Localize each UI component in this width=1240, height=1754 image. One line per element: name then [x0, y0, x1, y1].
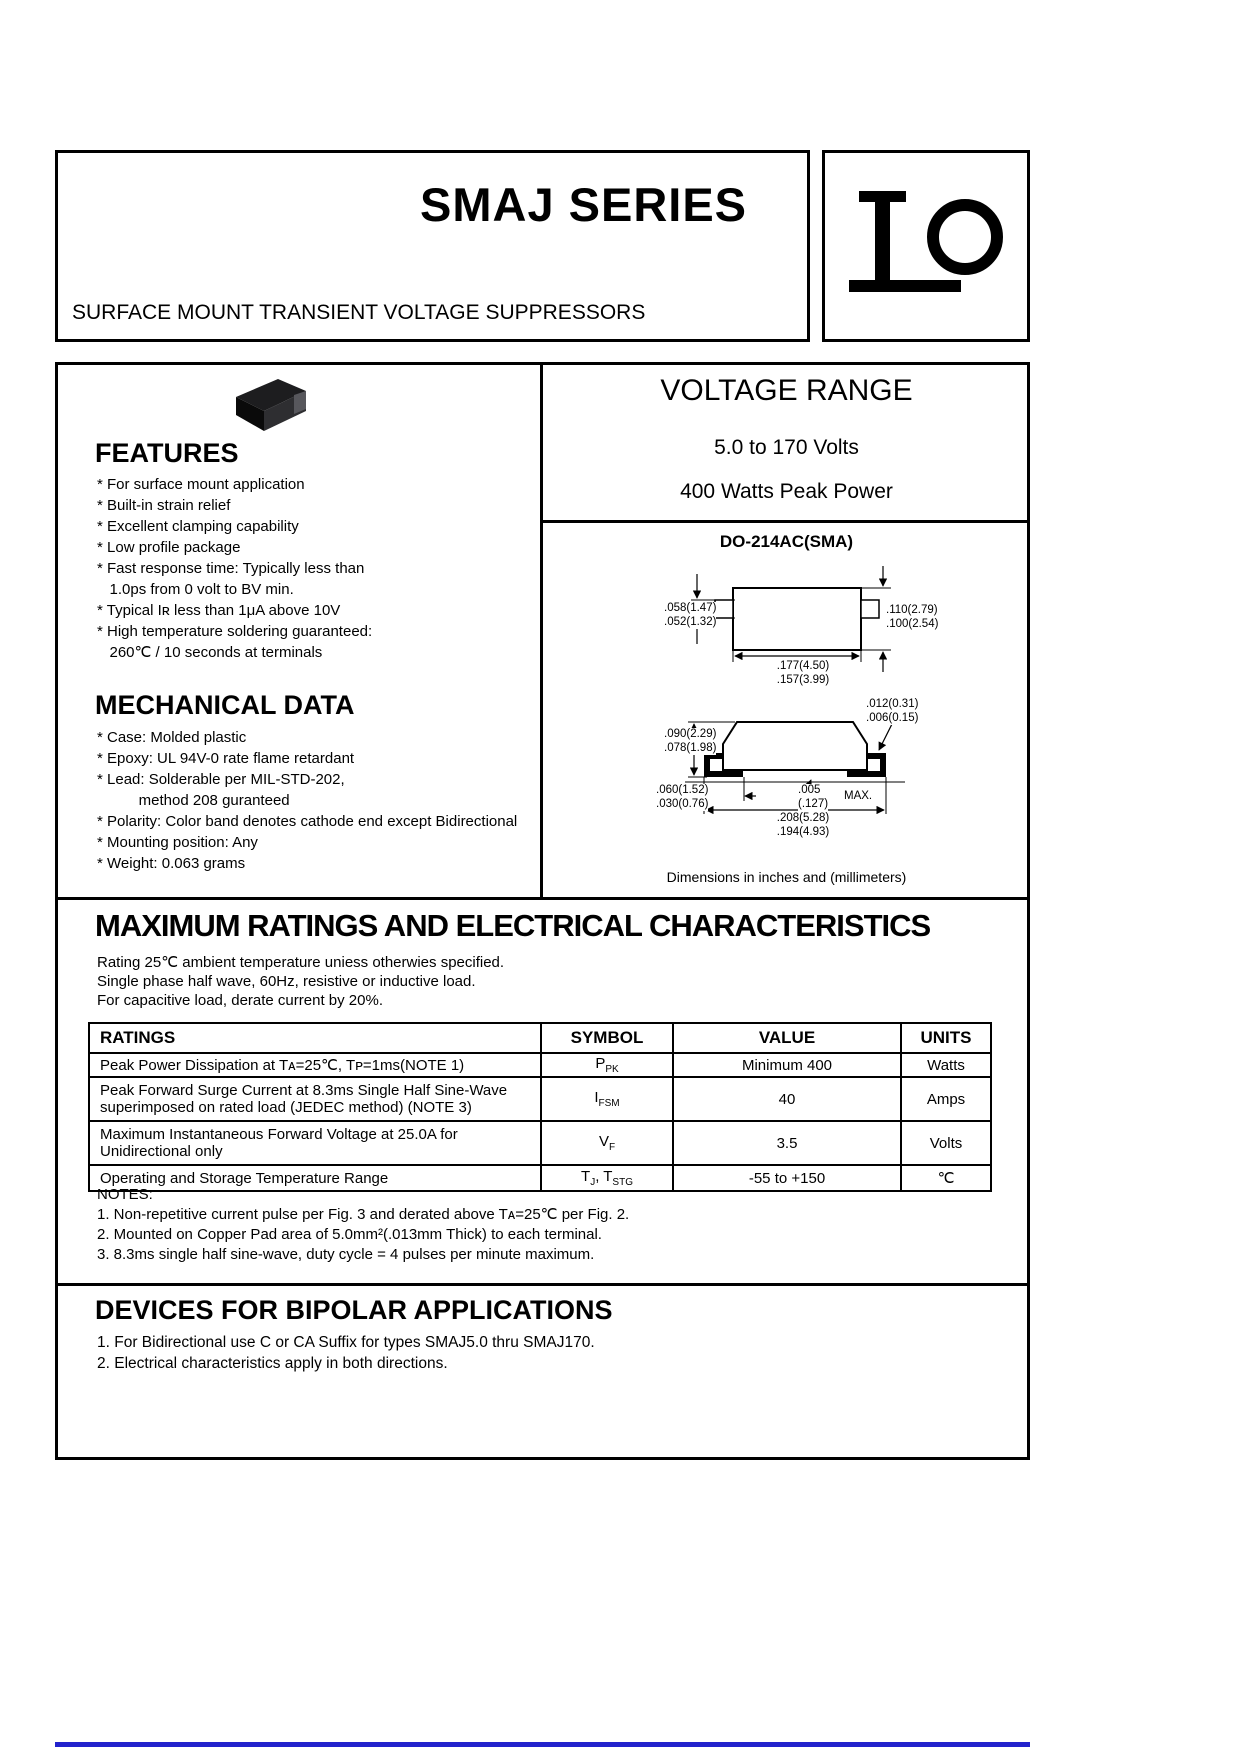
ratings-table [88, 1022, 992, 1192]
dim-package-height: .090(2.29) .078(1.98) [664, 728, 717, 754]
dim-lead-thickness: .012(0.31) .006(0.15) [866, 698, 919, 724]
max-ratings-heading: MAXIMUM RATINGS AND ELECTRICAL CHARACTERISTICS [95, 908, 931, 943]
mechanical-item: * Mounting position: Any [97, 834, 258, 851]
note-line: 3. 8.3ms single half sine-wave, duty cycle = 4 pulses per minute maximum. [97, 1246, 595, 1263]
io-brand-logo-icon [847, 185, 1007, 310]
dim-terminal-height: .058(1.47) .052(1.32) [664, 602, 717, 628]
feature-item: * Low profile package [97, 539, 241, 556]
rating-cell: Peak Power Dissipation at Tᴀ=25℃, Tᴘ=1ms(NOTE 1) [89, 1053, 541, 1077]
feature-item: 1.0ps from 0 volt to BV min. [97, 581, 294, 598]
features-list [97, 474, 372, 663]
table-row [89, 1053, 991, 1077]
dim-body-height: .110(2.79) .100(2.54) [886, 604, 939, 630]
mechanical-item: method 208 guranteed [97, 792, 290, 809]
condition-line: Single phase half wave, 60Hz, resistive or inductive load. [97, 973, 476, 990]
col-header-ratings: RATINGS [89, 1023, 541, 1053]
logo-box [822, 150, 1030, 342]
col-header-value: VALUE [673, 1023, 901, 1053]
symbol-cell: $T_J$, $T_{STG}$ [541, 1165, 673, 1191]
value-cell: 3.5 [673, 1121, 901, 1165]
mechanical-item: * Epoxy: UL 94V-0 rate flame retardant [97, 750, 355, 767]
feature-item: * Typical Iʀ less than 1μA above 10V [97, 602, 341, 619]
table-row [89, 1165, 991, 1191]
bipolar-item: 1. For Bidirectional use C or CA Suffix for types SMAJ5.0 thru SMAJ170. [97, 1334, 595, 1351]
dim-lead-width: .060(1.52) .030(0.76) [656, 784, 709, 810]
dim-standoff-max: MAX. [844, 790, 873, 802]
ratings-conditions [97, 953, 504, 1010]
mechanical-item: * Weight: 0.063 grams [97, 855, 246, 872]
features-heading: FEATURES [95, 438, 239, 468]
feature-item: * Built-in strain relief [97, 497, 231, 514]
page-subtitle: SURFACE MOUNT TRANSIENT VOLTAGE SUPPRESSORS [72, 301, 646, 324]
bipolar-item: 2. Electrical characteristics apply in both directions. [97, 1355, 448, 1372]
symbol-cell: $V_F$ [541, 1121, 673, 1165]
mechanical-list [97, 727, 517, 874]
units-cell: Watts [901, 1053, 991, 1077]
mechanical-item: * Case: Molded plastic [97, 729, 247, 746]
units-cell: Amps [901, 1077, 991, 1121]
mechanical-heading: MECHANICAL DATA [95, 690, 355, 720]
table-row [89, 1077, 991, 1121]
notes-heading: NOTES: [97, 1186, 153, 1203]
note-line: 1. Non-repetitive current pulse per Fig. 3 and derated above Tᴀ=25℃ per Fig. 2. [97, 1206, 630, 1223]
notes-list [97, 1205, 629, 1265]
dim-overall-width: .208(5.28) .194(4.93) [762, 812, 844, 839]
value-cell: 40 [673, 1077, 901, 1121]
condition-line: For capacitive load, derate current by 20%. [97, 992, 383, 1009]
mechanical-item: * Polarity: Color band denotes cathode end except Bidirectional [97, 813, 518, 830]
rating-cell: Operating and Storage Temperature Range [89, 1165, 541, 1191]
feature-item: * High temperature soldering guaranteed: [97, 623, 373, 640]
note-line: 2. Mounted on Copper Pad area of 5.0mm²(.013mm Thick) to each terminal. [97, 1226, 602, 1243]
value-cell: -55 to +150 [673, 1165, 901, 1191]
units-cell: ℃ [901, 1165, 991, 1191]
feature-item: * Fast response time: Typically less than [97, 560, 365, 577]
bipolar-heading: DEVICES FOR BIPOLAR APPLICATIONS [95, 1295, 613, 1325]
table-header-row [89, 1023, 991, 1053]
col-header-units: UNITS [901, 1023, 991, 1053]
voltage-range-value: 5.0 to 170 Volts [714, 436, 859, 459]
table-row [89, 1121, 991, 1165]
dim-standoff: .005 (.127) [798, 784, 829, 810]
section-divider-top [55, 897, 1030, 900]
header-box [55, 150, 810, 342]
peak-power-value: 400 Watts Peak Power [680, 480, 893, 503]
footer-rule [55, 1742, 1030, 1747]
package-photo [228, 375, 312, 437]
symbol-cell: $I_{FSM}$ [541, 1077, 673, 1121]
voltage-diagram-divider [540, 520, 1030, 523]
condition-line: Rating 25℃ ambient temperature uniess otherwies specified. [97, 954, 505, 971]
package-name: DO-214AC(SMA) [719, 532, 854, 551]
rating-cell: Maximum Instantaneous Forward Voltage at 25.0A for Unidirectional only [89, 1121, 541, 1165]
feature-item: 260℃ / 10 seconds at terminals [97, 644, 323, 661]
voltage-range-heading: VOLTAGE RANGE [660, 374, 913, 407]
feature-item: * For surface mount application [97, 476, 305, 493]
mechanical-item: * Lead: Solderable per MIL-STD-202, [97, 771, 345, 788]
dimensions-note: Dimensions in inches and (millimeters) [666, 869, 907, 885]
symbol-cell: $P_{PK}$ [541, 1053, 673, 1077]
dim-body-width: .177(4.50) .157(3.99) [762, 660, 844, 687]
page-title: SMAJ SERIES [420, 178, 748, 231]
bipolar-list [97, 1332, 595, 1374]
value-cell: Minimum 400 [673, 1053, 901, 1077]
section-divider-bipolar [55, 1283, 1030, 1286]
rating-cell: Peak Forward Surge Current at 8.3ms Single Half Sine-Wave superimposed on rated load (JEDEC method) (NOTE 3) [89, 1077, 541, 1121]
feature-item: * Excellent clamping capability [97, 518, 299, 535]
units-cell: Volts [901, 1121, 991, 1165]
col-header-symbol: SYMBOL [541, 1023, 673, 1053]
